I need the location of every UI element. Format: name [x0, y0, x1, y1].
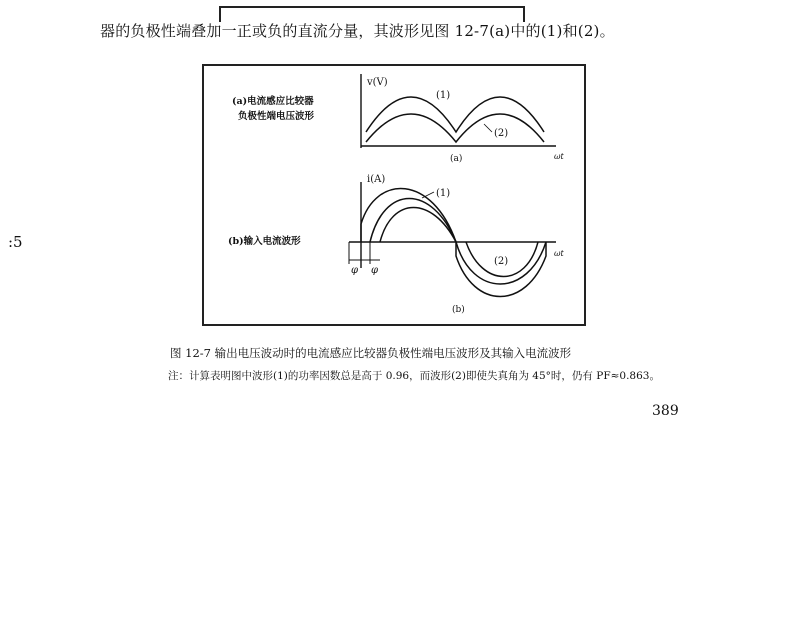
panel-a-side-label-line2: 负极性端电压波形 [238, 111, 315, 122]
figure-12-7 [202, 64, 586, 326]
panel-a-y-axis-label: v(V) [367, 77, 388, 88]
panel-a [232, 74, 565, 164]
page-number: 389 [652, 403, 679, 419]
panel-b-phi-label-left: φ [351, 265, 359, 276]
figure-note: 注：计算表明图中波形(1)的功率因数总是高于 0.96，而波形(2)即使失真角为 45°时，仍有 PF≈0.863。 [168, 370, 660, 382]
panel-b-curve-mid-positive [370, 199, 456, 243]
panel-b-curve-1-label: (1) [436, 188, 451, 199]
body-paragraph: 器的负极性端叠加一正或负的直流分量，其波形见图 12-7(a)中的(1)和(2)。 [100, 22, 615, 40]
panel-b-phi-label-right: φ [371, 265, 379, 276]
figure-caption: 图 12-7 输出电压波动时的电流感应比较器负极性端电压波形及其输入电流波形 [170, 346, 572, 360]
panel-a-curve-1-label: (1) [436, 90, 451, 101]
margin-mark: :5 [8, 233, 23, 251]
panel-a-curve-2 [366, 114, 544, 142]
panel-b-curve-2-positive [380, 208, 456, 243]
top-bracket-horizontal [219, 6, 525, 8]
figure-drawing [204, 66, 584, 324]
panel-a-curve-2-leader [484, 124, 492, 132]
panel-a-curve-1 [366, 97, 544, 132]
panel-b [228, 174, 565, 315]
panel-b-curve-2-label: (2) [494, 256, 509, 267]
panel-a-curve-2-label: (2) [494, 128, 509, 139]
panel-a-side-label-line1: (a)电流感应比较器 [232, 96, 314, 107]
panel-b-y-axis-label: i(A) [367, 174, 386, 185]
panel-a-x-axis-label: ωt [554, 152, 564, 161]
panel-b-sub-label: (b) [452, 305, 465, 315]
panel-b-x-axis-label: ωt [554, 249, 564, 258]
panel-b-side-label: (b)输入电流波形 [228, 236, 301, 247]
panel-a-sub-label: (a) [450, 154, 463, 164]
